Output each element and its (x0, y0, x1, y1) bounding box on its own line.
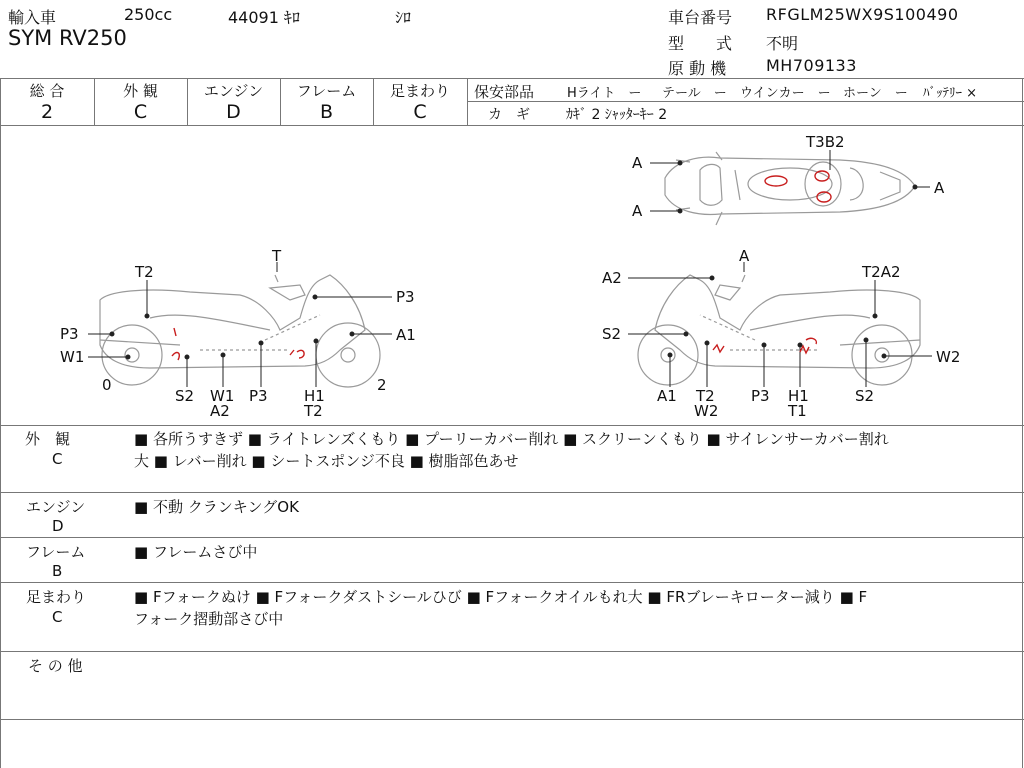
model-name: SYM RV250 (8, 26, 127, 50)
color: ｼﾛ (395, 8, 412, 27)
diag-right-H1: H1 (788, 387, 809, 405)
grade-suspension: C (413, 101, 427, 123)
note-grade-frame: B (52, 562, 63, 580)
engine-no: MH709133 (766, 56, 857, 75)
safety-taillight: テール ー (662, 86, 727, 101)
frame-no-label: 車台番号 (668, 8, 733, 27)
diag-right-A2: A2 (602, 269, 622, 287)
diag-right-A1: A1 (657, 387, 677, 405)
scooter-left-side (100, 275, 380, 387)
scooter-right-side (638, 275, 920, 385)
note-text-exterior-2: 大 ■ レバー削れ ■ シートスポンジ不良 ■ 樹脂部色あせ (134, 452, 519, 470)
grade-header-engine: エンジン (203, 82, 264, 100)
grade-divider (467, 78, 468, 125)
diag-left-2: 2 (377, 376, 387, 394)
diag-left-W1-bottom: W1 (210, 387, 235, 405)
note-grade-suspension: C (52, 608, 63, 626)
displacement: 250cc (124, 5, 173, 24)
safety-horn: ホーン ー (843, 86, 908, 101)
type-label: 型 式 (668, 34, 733, 53)
divider-notes-5 (0, 719, 1024, 720)
frame-no: RFGLM25WX9S100490 (766, 5, 959, 24)
grade-engine: D (226, 101, 241, 123)
red-damage-marks (172, 171, 831, 360)
note-text-frame: ■ フレームさび中 (134, 543, 258, 561)
grade-exterior: C (133, 101, 148, 123)
safety-label: 保安部品 (474, 83, 535, 101)
diag-right-T2A2: T2A2 (862, 263, 901, 281)
note-grade-engine: D (52, 517, 64, 535)
note-grade-exterior: C (52, 450, 63, 468)
divider-notes-4 (0, 651, 1024, 652)
divider-top (0, 78, 1024, 79)
diag-right-S2: S2 (602, 325, 622, 343)
note-label-engine: エンジン (26, 498, 86, 516)
scooter-top-view (665, 152, 915, 225)
damage-diagram (0, 126, 1024, 426)
note-label-frame: フレーム (26, 543, 86, 561)
note-text-engine: ■ 不動 クランキングOK (134, 498, 299, 516)
diag-left-P3-bottom: P3 (249, 387, 268, 405)
note-label-exterior: 外 観 (25, 430, 71, 448)
note-text-suspension-2: フォーク摺動部さび中 (134, 610, 284, 628)
diag-top-A1: A (632, 154, 643, 172)
divider-notes-3 (0, 582, 1024, 583)
diag-left-S2: S2 (175, 387, 195, 405)
diag-right-P3: P3 (751, 387, 770, 405)
key-value: ｶｷﾞ 2 ｼｬｯﾀｰｷｰ 2 (566, 107, 668, 123)
diag-top-A2: A (632, 202, 643, 220)
diag-left-W1: W1 (60, 348, 85, 366)
note-label-other: そ の 他 (28, 657, 83, 675)
grade-header-frame: フレーム (296, 82, 357, 100)
diag-right-S2-bottom: S2 (855, 387, 875, 405)
diag-left-0: 0 (102, 376, 112, 394)
divider-safety-mid (467, 101, 1024, 102)
mileage: 44091 ｷﾛ (228, 8, 300, 27)
grade-header-exterior: 外 観 (123, 82, 158, 100)
divider-notes-2 (0, 537, 1024, 538)
safety-winker: ウインカー ー (740, 86, 831, 101)
diag-right-T1: T1 (788, 402, 807, 420)
grade-frame: B (319, 101, 334, 123)
grade-header-total: 総 合 (29, 82, 65, 100)
diag-right-W2: W2 (936, 348, 961, 366)
type-value: 不明 (766, 34, 799, 53)
grade-header-suspension: 足まわり (389, 82, 450, 100)
divider-notes-1 (0, 492, 1024, 493)
grade-total: 2 (40, 101, 54, 123)
diag-top-A3: A (934, 179, 945, 197)
note-label-suspension: 足まわり (26, 588, 87, 606)
diag-left-T2-bottom: T2 (304, 402, 323, 420)
note-text-exterior: ■ 各所うすきず ■ ライトレンズくもり ■ プーリーカバー削れ ■ スクリーンくもり ■ サイレンサーカバー割れ (134, 430, 889, 448)
note-text-suspension: ■ Fフォークぬけ ■ Fフォークダストシールひび ■ Fフォークオイルもれ大 ■ FRブレーキローター減り ■ F (134, 588, 868, 606)
diag-right-T2: T2 (696, 387, 715, 405)
diag-left-A2: A2 (210, 402, 230, 420)
diag-right-A: A (739, 247, 750, 265)
diag-right-W2-bottom: W2 (694, 402, 719, 420)
diag-top-T3B2: T3B2 (806, 133, 845, 151)
divider-notes-top (0, 425, 1024, 426)
diag-left-H1: H1 (304, 387, 325, 405)
import-label: 輸入車 (8, 8, 57, 27)
diag-left-P3-right: P3 (396, 288, 415, 306)
engine-no-label: 原 動 機 (668, 59, 727, 78)
key-label: カ ギ (488, 107, 530, 123)
safety-battery: ﾊﾞｯﾃﾘｰ × (923, 86, 978, 101)
diag-left-T2: T2 (135, 263, 154, 281)
diag-left-P3: P3 (60, 325, 79, 343)
diag-left-T: T (272, 247, 282, 265)
safety-headlight: Hライト ー (567, 86, 642, 101)
diag-left-A1: A1 (396, 326, 416, 344)
